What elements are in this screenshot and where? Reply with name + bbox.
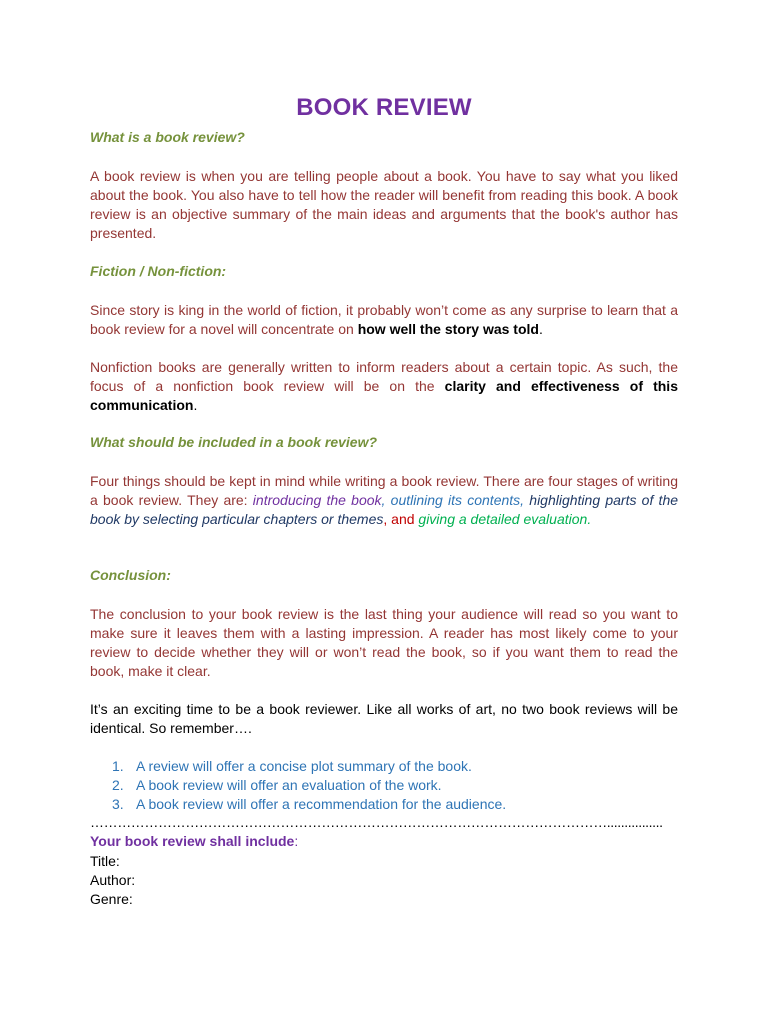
heading-fiction: Fiction / Non-fiction: bbox=[90, 263, 227, 279]
stage-outlining: outlining its contents bbox=[390, 492, 521, 508]
remember-list bbox=[112, 757, 672, 814]
included-lead: Four things should be kept in mind while writing a book review. There are four stages of writing a book review. They are: bbox=[90, 473, 678, 508]
paragraph-what-is: A book review is when you are telling people about a book. You have to say what you liked about the book. You also have to tell how the reader will benefit from reading this book. A book review is an objective summary of the main ideas and arguments that the book's author has presented. bbox=[90, 168, 678, 241]
divider-dots: ……………………………………………………………………………………………………................ bbox=[90, 814, 663, 830]
paragraph-nonfiction bbox=[90, 358, 678, 415]
fiction-end: . bbox=[538, 321, 543, 337]
list-text: A book review will offer an evaluation of the work. bbox=[136, 777, 442, 793]
list-text: A book review will offer a recommendation for the audience. bbox=[136, 796, 507, 812]
heading-included: What should be included in a book review? bbox=[90, 434, 378, 450]
nonfiction-text: Nonfiction books are generally written to inform readers about a certain topic. As such, the focus of a nonfiction book review will be on the bbox=[90, 359, 678, 394]
stage-evaluation: giving a detailed evaluation bbox=[418, 511, 588, 527]
paragraph-fiction bbox=[90, 301, 678, 339]
list-number: 2. bbox=[112, 777, 124, 793]
stage-sep3: , and bbox=[383, 511, 419, 527]
heading-what-is: What is a book review? bbox=[90, 129, 245, 145]
paragraph-included bbox=[90, 472, 678, 529]
field-title: Title: bbox=[90, 853, 120, 869]
nonfiction-bold: clarity and effectiveness of this communication bbox=[90, 378, 678, 413]
stage-sep1: , bbox=[381, 492, 391, 508]
include-heading-colon: : bbox=[294, 833, 299, 849]
paragraph-conclusion: The conclusion to your book review is the last thing your audience will read so you want to make sure it leaves them with a lasting impression. A reader has most likely come to your review to decide whether they will or won’t read the book, so if you want them to read the book, make it clear. bbox=[90, 606, 678, 679]
nonfiction-end: . bbox=[193, 397, 198, 413]
field-author: Author: bbox=[90, 872, 136, 888]
paragraph-exciting: It’s an exciting time to be a book reviewer. Like all works of art, no two book reviews will be identical. So remember…. bbox=[90, 701, 678, 736]
list-number: 3. bbox=[112, 796, 124, 812]
list-item bbox=[112, 795, 672, 814]
list-item bbox=[112, 757, 672, 776]
list-number: 1. bbox=[112, 758, 124, 774]
stage-end: . bbox=[587, 511, 592, 527]
include-heading-text: Your book review shall include bbox=[90, 833, 295, 849]
stage-sep2: , bbox=[520, 492, 530, 508]
stage-highlighting: highlighting parts of the book by selecting particular chapters or themes bbox=[90, 492, 679, 527]
include-heading bbox=[90, 833, 298, 849]
list-item bbox=[112, 776, 672, 795]
fiction-bold: how well the story was told bbox=[357, 321, 539, 337]
stage-introducing: introducing the book bbox=[252, 492, 382, 508]
field-genre: Genre: bbox=[90, 891, 133, 907]
page-title: BOOK REVIEW bbox=[296, 94, 472, 121]
list-text: A review will offer a concise plot summary of the book. bbox=[136, 758, 472, 774]
fiction-text: Since story is king in the world of fiction, it probably won’t come as any surprise to learn that a book review for a novel will concentrate on bbox=[90, 302, 678, 337]
heading-conclusion: Conclusion: bbox=[90, 567, 171, 583]
